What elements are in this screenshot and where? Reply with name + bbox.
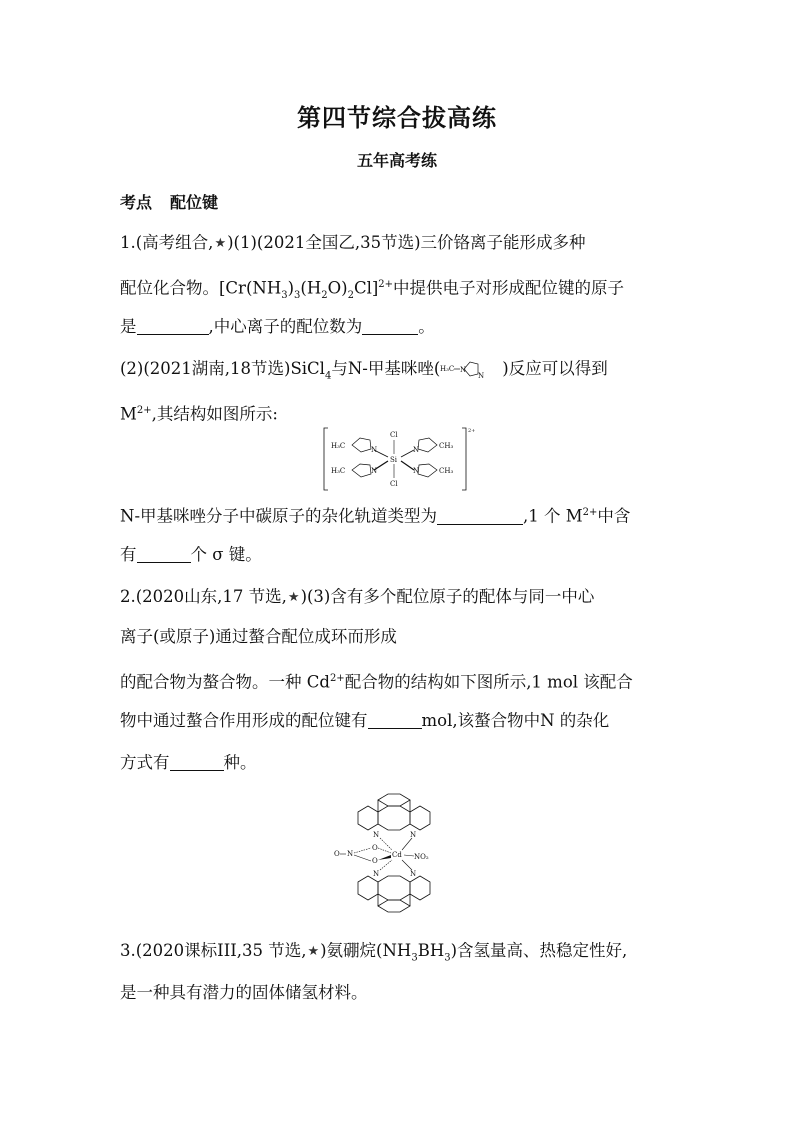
q1-line-6: N-甲基咪唑分子中碳原子的杂化轨道类型为 ,1 个 $M^{2+}$中含: [120, 506, 631, 526]
svg-text:N: N: [460, 366, 467, 374]
svg-text:NO₂: NO₂: [414, 853, 429, 861]
section-topic: 配位键: [170, 193, 219, 212]
svg-text:N: N: [410, 831, 417, 839]
q3-line-1: 3.(2020课标III,35 节选,★)氨硼烷$(NH_3BH_3)$含氢量高、热稳定性好,: [120, 941, 628, 964]
q2-line-4: 物中通过螯合作用形成的配位键有 mol,该螯合物中N 的杂化: [120, 711, 610, 730]
q1-line-3: 是 ,中心离子的配位数为 。: [120, 317, 435, 336]
svg-text:N: N: [410, 870, 417, 878]
answer-blank[interactable]: [362, 318, 418, 335]
svg-text:N: N: [373, 870, 380, 878]
svg-text:CH₃: CH₃: [439, 442, 454, 450]
svg-text:CH₃: CH₃: [439, 467, 454, 475]
difficulty-star-icon: ★: [214, 236, 227, 251]
q1-line-1: 1.(高考组合,★)(1)(2021全国乙,35节选)三价铬离子能形成多种: [120, 232, 586, 255]
q1-line-5: $M^{2+}$,其结构如图所示:: [120, 404, 278, 424]
svg-text:Cl: Cl: [390, 431, 398, 439]
answer-blank[interactable]: [137, 546, 191, 563]
svg-text:O: O: [372, 857, 378, 865]
svg-text:Cl: Cl: [390, 480, 398, 488]
svg-text:N: N: [478, 372, 485, 380]
si-complex-figure: [322, 424, 476, 494]
q2-line-1: 2.(2020山东,17 节选,★)(3)含有多个配位原子的配体与同一中心: [120, 586, 594, 609]
cd-complex-figure: [328, 786, 468, 918]
q2-line-3: 的配合物为螯合物。一种 $Cd^{2+}$配合物的结构如下图所示,1 mol 该配合: [120, 672, 633, 692]
n-methylimidazole-figure: [440, 358, 502, 380]
page-subtitle: 五年高考练: [356, 151, 437, 170]
answer-blank[interactable]: [368, 712, 422, 729]
svg-text:2+: 2+: [468, 428, 476, 434]
difficulty-star-icon: ★: [287, 590, 300, 605]
q1-line-4: (2)(2021湖南,18节选)SiCl$_4$与N-甲基咪唑( H₃C N N )反应可以得到: [120, 359, 608, 382]
page-title: 第四节综合拔高练: [297, 104, 497, 132]
svg-text:N: N: [413, 467, 420, 475]
svg-text:N: N: [371, 467, 378, 475]
svg-text:N: N: [371, 446, 378, 454]
answer-blank[interactable]: [437, 508, 523, 525]
section-label: 考点: [120, 193, 153, 212]
svg-text:H₃C: H₃C: [331, 442, 346, 450]
svg-text:Cd: Cd: [392, 851, 402, 859]
q3-line-2: 是一种具有潜力的固体储氢材料。: [120, 983, 368, 1002]
svg-text:Si: Si: [390, 456, 398, 464]
q2-line-2: 离子(或原子)通过螯合配位成环而形成: [120, 627, 397, 646]
svg-text:N: N: [373, 831, 380, 839]
answer-blank[interactable]: [137, 318, 209, 335]
svg-text:H₃C: H₃C: [440, 365, 455, 373]
svg-text:N: N: [413, 446, 420, 454]
svg-text:N: N: [347, 850, 354, 858]
q1-line-7: 有 个 σ 键。: [120, 545, 262, 564]
section-heading: [120, 190, 218, 213]
q2-line-5: 方式有 种。: [120, 753, 257, 772]
difficulty-star-icon: ★: [307, 944, 320, 959]
svg-text:O: O: [334, 850, 340, 858]
svg-text:O: O: [372, 844, 378, 852]
q1-line-2: 配位化合物。$[Cr(NH_3)_3(H_2O)_2Cl]^{2+}$中提供电子对形成配位键的原子: [120, 278, 625, 301]
svg-text:H₃C: H₃C: [331, 467, 346, 475]
answer-blank[interactable]: [170, 754, 224, 771]
